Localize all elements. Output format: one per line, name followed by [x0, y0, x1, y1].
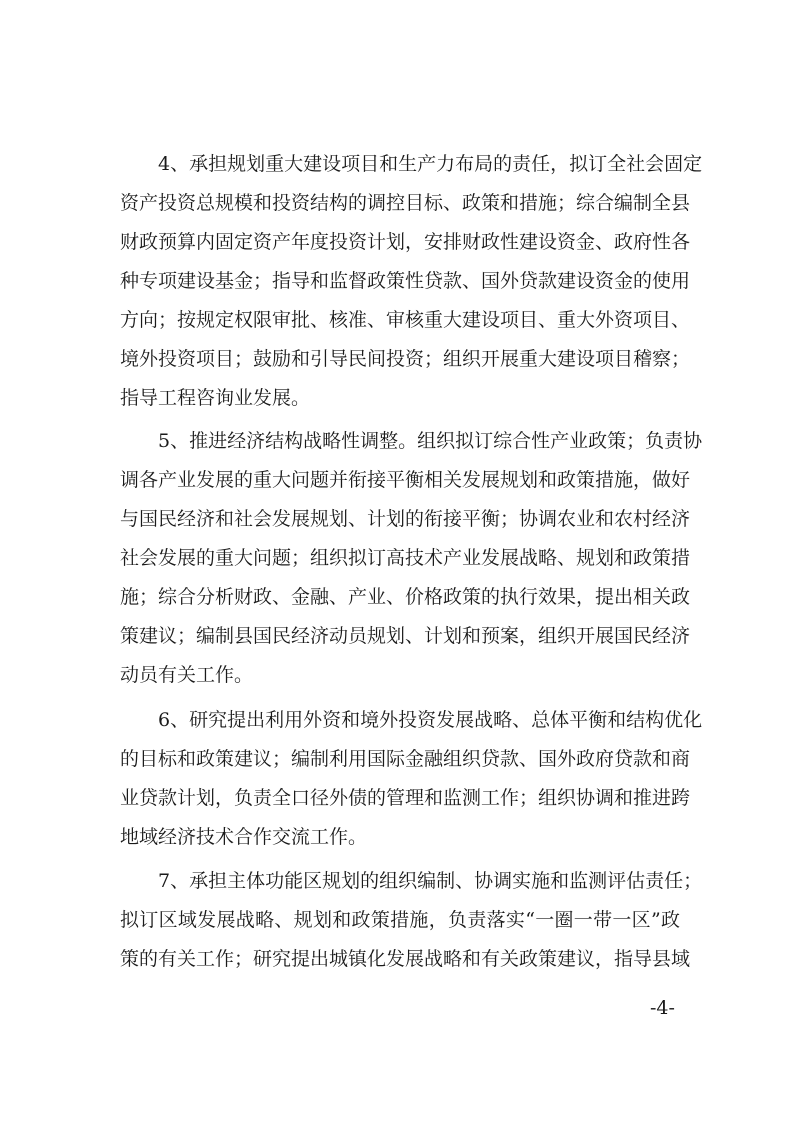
text-line: 地域经济技术合作交流工作。 [120, 826, 368, 848]
text-line: 境外投资项目；鼓励和引导民间投资；组织开展重大建设项目稽察； [120, 348, 691, 370]
text-line: 财政预算内固定资产年度投资计划，安排财政性建设资金、政府性各 [120, 231, 691, 253]
text-line: 资产投资总规模和投资结构的调控目标、政策和措施；综合编制全县 [120, 192, 691, 214]
text-line: 拟订区域发展战略、规划和政策措施，负责落实“一圈一带一区”政 [120, 909, 680, 931]
text-line: 动员有关工作。 [120, 664, 254, 686]
text-line: 5、推进经济结构战略性调整。组织拟订综合性产业政策；负责协 [158, 430, 703, 452]
paragraph-item-6 [120, 701, 703, 857]
paragraph-item-5 [120, 422, 703, 695]
text-line: 业贷款计划，负责全口径外债的管理和监测工作；组织协调和推进跨 [120, 787, 691, 809]
text-line: 种专项建设基金；指导和监督政策性贷款、国外贷款建设资金的使用 [120, 270, 691, 292]
text-line: 方向；按规定权限审批、核准、审核重大建设项目、重大外资项目、 [120, 309, 691, 331]
text-line: 与国民经济和社会发展规划、计划的衔接平衡；协调农业和农村经济 [120, 508, 691, 530]
text-line: 6、研究提出利用外资和境外投资发展战略、总体平衡和结构优化 [158, 709, 703, 731]
text-line: 策的有关工作；研究提出城镇化发展战略和有关政策建议，指导县域 [120, 948, 691, 970]
text-line: 施；综合分析财政、金融、产业、价格政策的执行效果，提出相关政 [120, 586, 691, 608]
page-number: -4- [650, 997, 675, 1019]
paragraph-item-7 [120, 862, 703, 979]
text-line: 策建议；编制县国民经济动员规划、计划和预案，组织开展国民经济 [120, 625, 691, 647]
paragraph-item-4 [120, 145, 703, 418]
text-line: 调各产业发展的重大问题并衔接平衡相关发展规划和政策措施，做好 [120, 469, 691, 491]
text-line: 4、承担规划重大建设项目和生产力布局的责任，拟订全社会固定 [158, 153, 703, 175]
text-line: 7、承担主体功能区规划的组织编制、协调实施和监测评估责任； [158, 870, 703, 892]
text-line: 的目标和政策建议；编制利用国际金融组织贷款、国外政府贷款和商 [120, 748, 691, 770]
text-line: 指导工程咨询业发展。 [120, 387, 311, 409]
text-line: 社会发展的重大问题；组织拟订高技术产业发展战略、规划和政策措 [120, 547, 691, 569]
